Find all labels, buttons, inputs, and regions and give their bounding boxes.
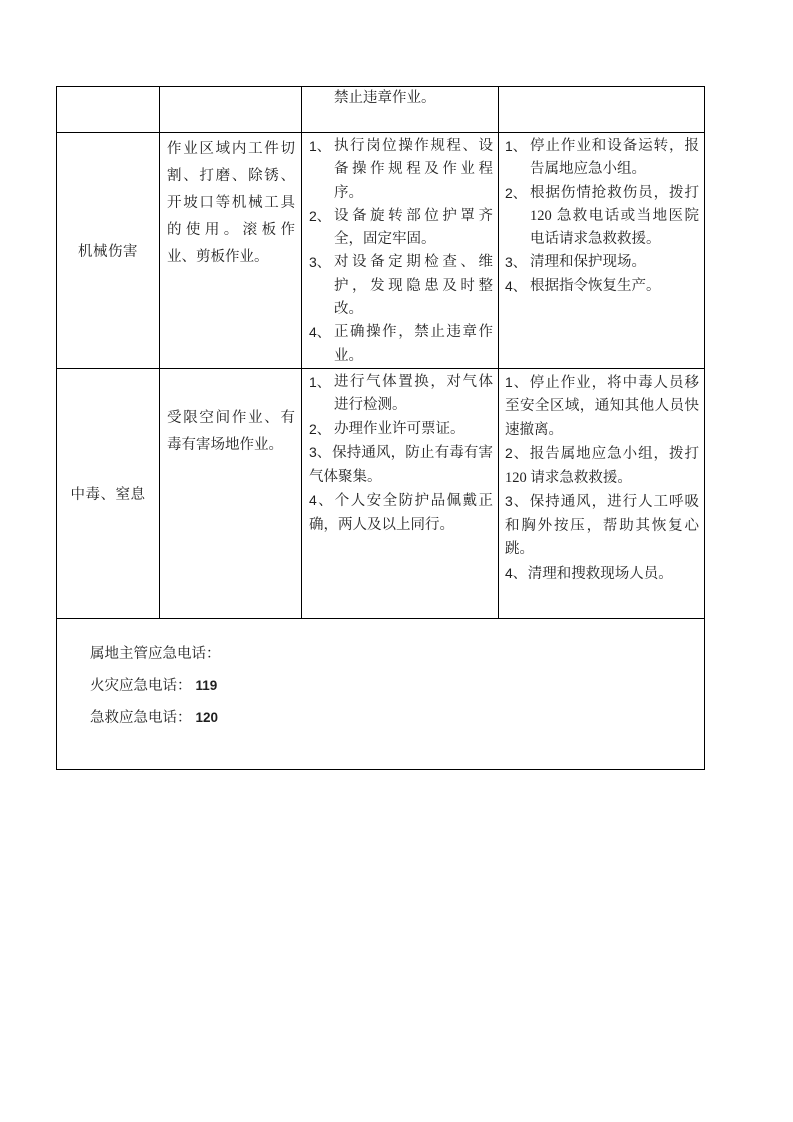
local-supervisor-phone-line: [90, 638, 694, 670]
measure-item: [505, 490, 699, 562]
item-text: 设备旋转部位护罩齐全，固定牢固。: [334, 207, 493, 248]
measure-item: [309, 489, 493, 537]
item-number: 4、: [505, 564, 527, 581]
fire-emergency-phone-line: [90, 670, 694, 702]
measure-item: [309, 371, 493, 418]
item-number: 4、: [505, 277, 527, 294]
measure-item: [505, 182, 699, 252]
measure-item: [309, 251, 493, 321]
phone-number: 120: [195, 709, 219, 725]
continuation-measures-cell: [302, 87, 499, 133]
item-text: 根据伤情抢救伤员，拨打 120 急救电话或当地医院电话请求急救救援。: [530, 184, 699, 248]
phone-number: 119: [195, 677, 218, 693]
item-number: 4、: [309, 492, 334, 509]
item-text: 停止作业，将中毒人员移至安全区域，通知其他人员快速撤离。: [505, 374, 700, 438]
item-text: 正确操作，禁止违章作业。: [334, 324, 493, 364]
item-number: 3、: [505, 254, 527, 271]
measure-item: [505, 562, 699, 587]
table-row-mechanical-injury: [57, 133, 705, 369]
table-row-continuation: [57, 87, 705, 133]
item-text: 个人安全防护品佩戴正确，两人及以上同行。: [309, 493, 493, 533]
item-text: 保持通风，防止有毒有害气体聚集。: [309, 445, 493, 485]
emergency-phones-cell: [57, 618, 705, 769]
item-number: 1、: [505, 138, 527, 154]
measure-item: [505, 371, 699, 443]
operations-description: 作业区域内工件切割、打磨、除锈、开坡口等机械工具的使用。滚板作业、剪板作业。: [160, 133, 302, 369]
item-number: 2、: [505, 184, 527, 201]
operations-description: 受限空间作业、有毒有害场地作业。: [160, 368, 302, 618]
item-number: 3、: [309, 254, 331, 271]
table-row-poisoning-asphyxiation: [57, 368, 705, 618]
item-number: 1、: [309, 138, 331, 154]
measure-item: [309, 205, 493, 252]
item-number: 3、: [505, 493, 529, 510]
measure-item: [505, 275, 699, 298]
item-text: 清理和保护现场。: [530, 254, 646, 271]
measure-item: [505, 135, 699, 182]
table-row-emergency-phones: [57, 618, 705, 769]
item-text: 停止作业和设备运转，报告属地应急小组。: [530, 138, 699, 178]
hazard-name: 机械伤害: [57, 133, 160, 369]
item-text: 报告属地应急小组，拨打 120 请求急救救援。: [505, 446, 700, 486]
item-number: 4、: [309, 324, 331, 341]
measure-item: [309, 321, 493, 368]
continuation-operations-cell: [160, 87, 302, 133]
control-measures-cell: [302, 133, 499, 369]
phone-label: 属地主管应急电话：: [90, 645, 221, 662]
item-text: 根据指令恢复生产。: [530, 277, 661, 294]
emergency-measures-cell: [499, 133, 705, 369]
item-text: 清理和搜救现场人员。: [527, 565, 673, 582]
item-number: 1、: [505, 373, 529, 390]
item-number: 1、: [309, 373, 331, 390]
item-text: 办理作业许可票证。: [334, 420, 465, 437]
phone-label: 急救应急电话：: [90, 709, 192, 726]
item-text: 执行岗位操作规程、设备操作规程及作业程序。: [334, 138, 493, 201]
measure-item: [505, 442, 699, 490]
continuation-measure-text: 禁止违章作业。: [334, 90, 436, 106]
measure-item: [309, 135, 493, 205]
item-number: 2、: [505, 445, 529, 462]
item-text: 对设备定期检查、维护，发现隐患及时整改。: [334, 254, 493, 318]
hazard-response-table: [56, 86, 705, 770]
continuation-emergency-cell: [499, 87, 705, 133]
item-number: 2、: [309, 207, 331, 224]
continuation-hazard-cell: [57, 87, 160, 133]
measure-item: [309, 418, 493, 442]
emergency-measures-cell: [499, 368, 705, 618]
measure-item: [505, 251, 699, 274]
item-text: 保持通风，进行人工呼吸和胸外按压，帮助其恢复心跳。: [505, 494, 700, 558]
item-number: 3、: [309, 444, 332, 461]
phone-label: 火灾应急电话：: [90, 677, 192, 694]
item-number: 2、: [309, 420, 331, 437]
control-measures-cell: [302, 368, 499, 618]
medical-emergency-phone-line: [90, 702, 694, 734]
hazard-name: 中毒、窒息: [57, 368, 160, 618]
item-text: 进行气体置换，对气体进行检测。: [334, 373, 493, 414]
measure-item: [309, 441, 493, 489]
